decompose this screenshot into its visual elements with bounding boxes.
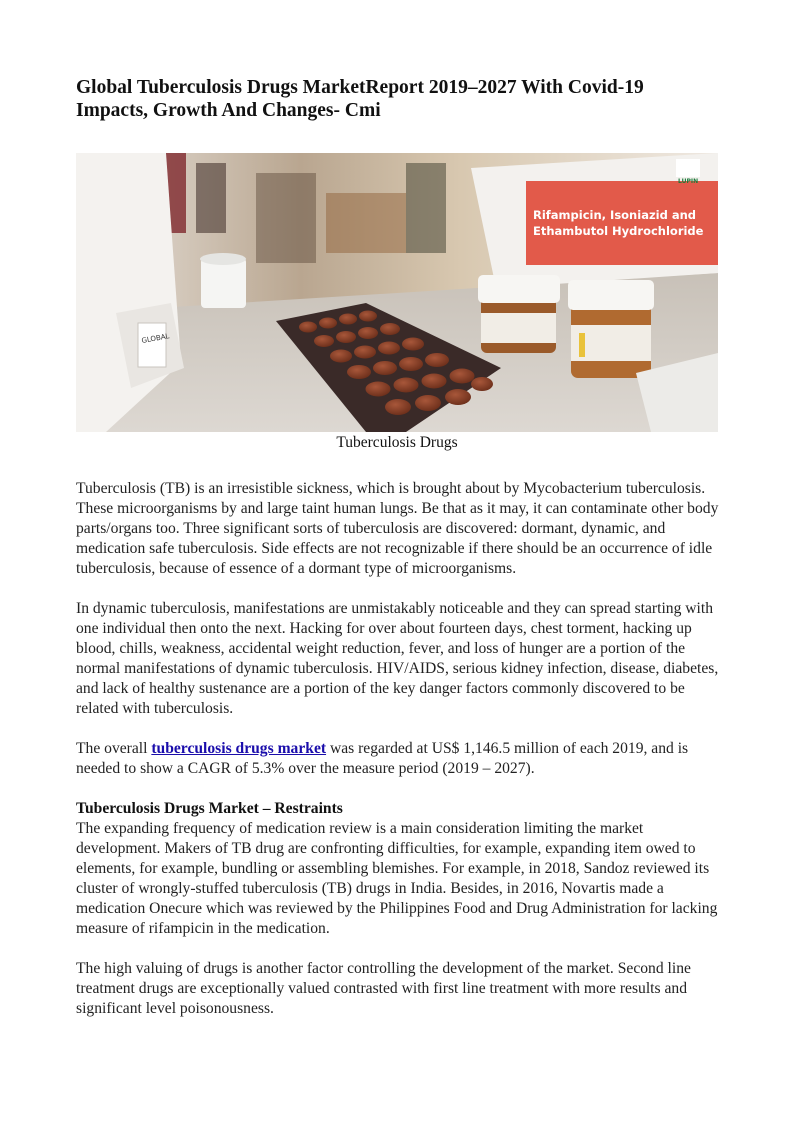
article-title: Global Tuberculosis Drugs MarketReport 2019–2027 With Covid-19 Impacts, Growth And Changes- Cmi xyxy=(76,77,644,121)
paragraph-symptoms: In dynamic tuberculosis, manifestations are unmistakably noticeable and they can spread starting with one individual then onto the next. Hacking for over about fourteen days, chest torment, hacking up blood, chills, weakness, accidental weight reduction, fever, and loss of hunger are a portion of the normal manifestations of dynamic tuberculosis. HIV/AIDS, serious kidney infection, disease, diabetes, and lack of healthy sustenance are a portion of the key danger factors commonly discovered to be related with tuberculosis. xyxy=(76,600,719,717)
market-size-text-before: The overall xyxy=(76,740,152,757)
figure-caption: Tuberculosis Drugs xyxy=(336,434,458,451)
paragraph-market-size xyxy=(76,739,721,779)
tuberculosis-drugs-photo xyxy=(76,153,718,432)
box-text-line2: Ethambutol Hydrochloride xyxy=(533,224,704,238)
paragraph-recalls: The expanding frequency of medication review is a main consideration limiting the market development. Makers of TB drug are confronting difficulties, for example, expanding item owed to elements, for example, bundling or assembling blemishes. For example, in 2018, Sandoz reviewed its cluster of wrongly-stuffed tuberculosis (TB) drugs in India. Besides, in 2016, Novartis made a medication Onecure which was reviewed by the Philippines Food and Drug Administration for lacking measure of rifampicin in the medication. xyxy=(76,820,718,937)
lupin-brand-label: LUPIN xyxy=(678,178,699,185)
global-drug-label: GLOBAL xyxy=(140,332,170,345)
paragraph-pricing: The high valuing of drugs is another factor controlling the development of the market. Second line treatment drugs are exceptionally valued contrasted with first line treatment with more results and significant level poisonousness. xyxy=(76,960,691,1017)
tuberculosis-drugs-market-link[interactable]: tuberculosis drugs market xyxy=(151,740,327,757)
paragraph-intro: Tuberculosis (TB) is an irresistible sickness, which is brought about by Mycobacterium tuberculosis. These microorganisms by and large taint human lungs. Be that as it may, it can contaminate other body parts/organs too. Three significant sorts of tuberculosis are discovered: dormant, dynamic, and medication safe tuberculosis. Side effects are not recognizable if there should be an occurrence of idle tuberculosis, because of essence of a dormant type of microorganisms. xyxy=(76,480,719,577)
restraints-heading: Tuberculosis Drugs Market – Restraints xyxy=(76,800,343,817)
market-size-text-after: was regarded at US$ 1,146.5 million of each 2019, and is needed to show a CAGR of 5.3% over the measure period (2019 – 2027). xyxy=(76,740,689,777)
article-figure xyxy=(76,153,718,432)
box-text-line1: Rifampicin, Isoniazid and xyxy=(533,208,696,222)
article-body xyxy=(76,479,721,1039)
